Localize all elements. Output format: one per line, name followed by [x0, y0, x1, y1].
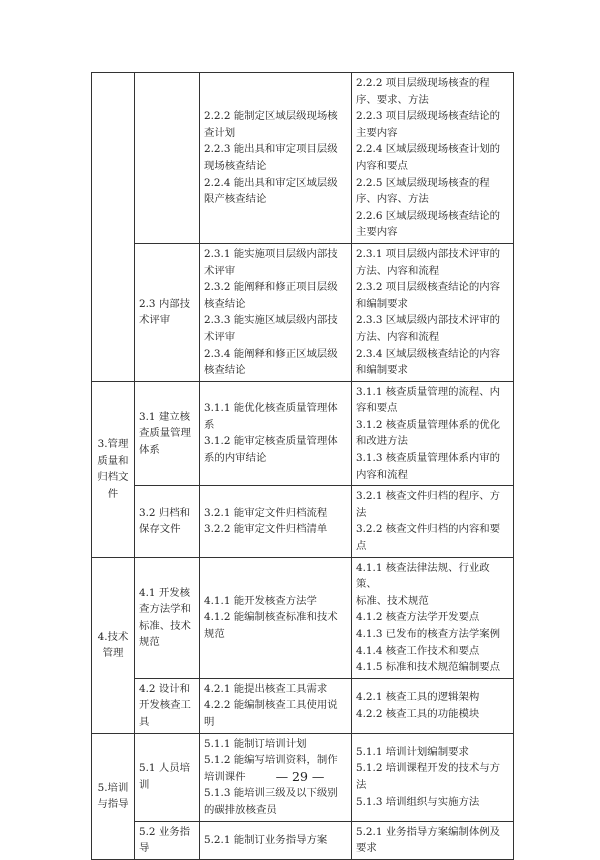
- cell-line: 4.1.2 核查方法学开发要点: [356, 611, 480, 624]
- cell-line: 5.2 业务指: [139, 825, 190, 838]
- knowledge-cell: [352, 821, 514, 859]
- skill-cell: [200, 557, 352, 678]
- table-row: [92, 557, 514, 678]
- table-row: [92, 243, 514, 381]
- cell-line: 2.2.4 能出具和审定区域层级: [204, 176, 338, 189]
- cell-line: 序、内容、方法: [356, 193, 429, 206]
- cell-line: 查计划: [204, 126, 236, 139]
- cell-line: 2.2.2 能制定区域层级现场核: [204, 110, 338, 123]
- cell-line: 具: [139, 715, 150, 728]
- cell-line: 3.2.1 核查文件归档的程序、方: [356, 490, 501, 503]
- skill-cell: [200, 73, 352, 244]
- cell-line: 3.1.2 能审定核查质量管理体: [204, 435, 338, 448]
- cell-line: 2.3.4 能阐释和修正区域层级: [204, 347, 338, 360]
- cell-line: 序、要求、方法: [356, 93, 429, 106]
- cell-line: 开发核查工: [139, 699, 191, 712]
- cell-line: 4.1.3 已发布的核查方法学案例: [356, 628, 501, 640]
- cell-line: 2.2.2 项目层级现场核查的程: [356, 77, 490, 89]
- cell-line: 2.2.6 区域层级现场核查结论的: [356, 209, 501, 222]
- cell-line: 2.2.4 区域层级现场核查计划的: [356, 143, 501, 156]
- unit-cell: [135, 678, 200, 733]
- cell-line: 2.2.3 项目层级现场核查结论的: [356, 110, 501, 123]
- table-row: [92, 821, 514, 859]
- cell-line: 管理: [102, 647, 124, 660]
- knowledge-cell: [352, 73, 514, 244]
- cell-line: 核查结论: [204, 364, 246, 377]
- page-number: — 29 —: [275, 769, 325, 784]
- cell-line: 3.1 建立核: [139, 410, 190, 423]
- cell-line: 质量和: [97, 454, 129, 467]
- cell-line: 查质量管理: [139, 427, 191, 440]
- cell-line: 3.2.2 核查文件归档的内容和要: [356, 523, 501, 536]
- cell-line: 现场核查结论: [204, 159, 267, 172]
- cell-line: 保存文件: [139, 523, 181, 536]
- cell-line: 4.2.2 核查工具的功能模块: [356, 707, 480, 720]
- cell-line: 3.管理: [97, 437, 129, 450]
- unit-cell: [135, 243, 200, 381]
- table-row: [92, 381, 514, 486]
- cell-line: 4.1.4 核查工作技术和要点: [356, 644, 480, 657]
- cell-line: 5.1.1 能制订培训计划: [204, 737, 307, 750]
- cell-line: 3.2.1 能审定文件归档流程: [204, 506, 328, 519]
- cell-line: 2.3.3 区域层级内部技术评审的: [356, 314, 501, 327]
- cell-line: 培训课件: [204, 770, 246, 783]
- cell-line: 5.1.3 能培训三级及以下级别: [204, 787, 338, 800]
- cell-line: 容和要点: [356, 402, 398, 415]
- cell-line: 要求: [356, 842, 377, 855]
- cell-line: 2.3.1 能实施项目层级内部技: [204, 247, 338, 260]
- cell-line: 5.1.3 培训组织与实施方法: [356, 795, 480, 808]
- cell-line: 方法、内容和流程: [356, 330, 440, 343]
- cell-line: 术评审: [204, 264, 236, 277]
- cell-line: 系的内审结论: [204, 452, 267, 465]
- cell-line: 和编制要求: [356, 297, 408, 310]
- skill-cell: [200, 243, 352, 381]
- cell-line: 系: [204, 418, 215, 431]
- cell-line: 与指导: [97, 798, 129, 811]
- cell-line: 2.3.3 能实施区域层级内部技: [204, 314, 338, 327]
- cell-line: 规范: [139, 636, 160, 649]
- cell-line: 5.1.1 培训计划编制要求: [356, 745, 469, 758]
- cell-line: 3.1.1 核查质量管理的流程、内: [356, 385, 501, 398]
- cell-line: 和编制要求: [356, 364, 408, 377]
- cell-line: 内容和流程: [356, 468, 408, 481]
- knowledge-cell: [352, 557, 514, 678]
- cell-line: 明: [204, 715, 215, 728]
- cell-line: 标准、技术: [139, 619, 191, 632]
- cell-line: 件: [107, 487, 119, 500]
- cell-line: 5.1 人员培: [139, 762, 190, 775]
- cell-line: 点: [356, 540, 367, 553]
- cell-line: 和改进方法: [356, 435, 408, 448]
- cell-line: 术评审: [139, 314, 171, 327]
- cell-line: 3.1.3 核查质量管理体系内审的: [356, 452, 501, 465]
- cell-line: 3.2.2 能审定文件归档清单: [204, 523, 328, 536]
- cell-line: 2.3.1 项目层级内部技术评审的: [356, 247, 501, 260]
- unit-cell-2-2: [135, 73, 200, 244]
- cell-line: 方法、内容和流程: [356, 264, 440, 277]
- cell-line: 4.1.1 能开发核查方法学: [204, 594, 317, 607]
- cell-line: 5.培训: [97, 781, 129, 794]
- competency-table: [91, 72, 514, 860]
- cell-line: 导: [139, 842, 150, 855]
- category-cell: [92, 733, 135, 859]
- unit-cell: [135, 821, 200, 859]
- cell-line: 限产核查结论: [204, 193, 267, 206]
- cell-line: 内容和要点: [356, 159, 408, 172]
- cell-line: 2.3.4 区域层级核查结论的内容: [356, 347, 501, 360]
- cell-line: 主要内容: [356, 126, 398, 139]
- cell-line: 规范: [204, 628, 225, 640]
- cell-line: 4.2.2 能编制核查工具使用说: [204, 699, 338, 712]
- unit-cell: [135, 557, 200, 678]
- cell-line: 2.3 内部技: [139, 297, 190, 310]
- cell-line: 4.2 设计和: [139, 682, 190, 695]
- skill-cell: [200, 486, 352, 557]
- cell-line: 2.2.3 能出具和审定项目层级: [204, 143, 338, 156]
- knowledge-cell: [352, 678, 514, 733]
- cell-line: 2.3.2 能阐释和修正项目层级: [204, 281, 338, 294]
- cell-line: 4.技术: [97, 630, 129, 643]
- cell-line: 主要内容: [356, 226, 398, 239]
- cell-line: 4.1.5 标准和技术规范编制要点: [356, 661, 501, 674]
- cell-line: 5.2.1 能制订业务指导方案: [204, 833, 328, 846]
- cell-line: 法: [356, 506, 367, 519]
- cell-line: 查方法学和: [139, 603, 191, 616]
- table-row: [92, 73, 514, 244]
- skill-cell: [200, 381, 352, 486]
- cell-line: 4.1.2 能编制核查标准和技术: [204, 611, 338, 624]
- cell-line: 3.1.1 能优化核查质量管理体: [204, 402, 338, 415]
- unit-cell: [135, 486, 200, 557]
- cell-line: 的碳排放核查员: [204, 803, 277, 816]
- skill-cell: [200, 678, 352, 733]
- cell-line: 3.1.2 核查质量管理体系的优化: [356, 418, 501, 431]
- cell-line: 术评审: [204, 330, 236, 343]
- cell-line: 训: [139, 779, 150, 792]
- cell-line: 4.2.1 能提出核查工具需求: [204, 682, 328, 695]
- cell-line: 体系: [139, 443, 160, 456]
- cell-line: 4.1 开发核: [139, 586, 190, 599]
- cell-line: 3.2 归档和: [139, 506, 190, 519]
- cell-line: 5.1.2 能编写培训资料，制作: [204, 754, 338, 767]
- cell-line: 2.3.2 项目层级核查结论的内容: [356, 281, 501, 294]
- cell-line: 4.1.1 核查法律法规、行业政策、: [356, 561, 490, 591]
- category-cell: [92, 557, 135, 733]
- category-cell: [92, 381, 135, 557]
- cell-line: 核查结论: [204, 297, 246, 310]
- skill-cell: [200, 821, 352, 859]
- category-cell-2: [92, 73, 135, 382]
- knowledge-cell: [352, 381, 514, 486]
- cell-line: 2.2.5 区域层级现场核查的程: [356, 176, 490, 189]
- table-row: [92, 486, 514, 557]
- cell-line: 4.2.1 核查工具的逻辑架构: [356, 691, 480, 704]
- cell-line: 归档文: [97, 471, 129, 484]
- cell-line: 标准、技术规范: [356, 594, 429, 607]
- cell-line: 5.2.1 业务指导方案编制体例及: [356, 825, 501, 838]
- unit-cell: [135, 381, 200, 486]
- knowledge-cell: [352, 486, 514, 557]
- knowledge-cell: [352, 243, 514, 381]
- cell-line: 法: [356, 779, 367, 792]
- table-row: [92, 678, 514, 733]
- cell-line: 5.1.2 培训课程开发的技术与方: [356, 762, 501, 775]
